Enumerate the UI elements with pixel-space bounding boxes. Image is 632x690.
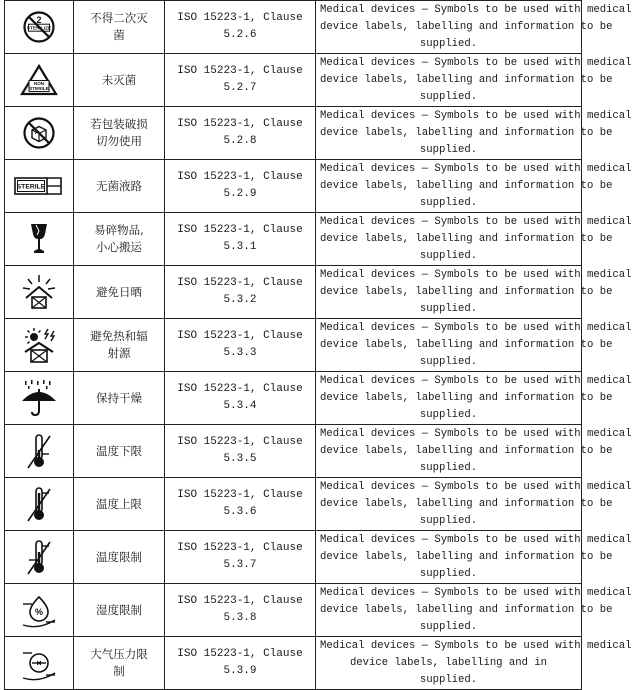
standard-title-line: Medical devices — Symbols to be used with medical — [320, 586, 632, 599]
standard-reference — [165, 1, 316, 54]
table-row — [5, 1, 582, 54]
standard-reference-line: ISO 15223-1, Clause — [177, 224, 303, 236]
standard-title-line: device labels, labelling and information to be — [320, 232, 613, 245]
standard-title-line: supplied. — [419, 408, 478, 421]
temperature-limit-icon — [5, 531, 74, 584]
standard-reference-line: ISO 15223-1, Clause — [177, 171, 303, 183]
standard-reference-line: 5.3.7 — [223, 559, 257, 571]
svg-text:STERILIZE: STERILIZE — [26, 26, 52, 32]
symbol-name-line: 温度限制 — [96, 549, 142, 564]
symbol-name-line: 温度上限 — [96, 496, 142, 511]
do-not-use-if-package-damaged-icon — [5, 107, 74, 160]
humidity-limitation-icon — [5, 584, 74, 637]
symbol-name — [74, 213, 165, 266]
table-row — [5, 584, 582, 637]
symbol-name — [74, 584, 165, 637]
standard-title-line: device labels, labelling and information to be — [320, 179, 613, 192]
standard-reference-line: ISO 15223-1, Clause — [177, 65, 303, 77]
symbol-name-line: 切勿使用 — [96, 134, 142, 148]
standard-title-line: supplied. — [419, 196, 478, 209]
standard-title-line: supplied. — [419, 355, 478, 368]
standard-title — [316, 531, 632, 584]
table-row — [5, 478, 582, 531]
standard-title-line: supplied. — [419, 302, 478, 315]
symbol-name-line: 制 — [113, 664, 125, 678]
non-sterile-icon — [5, 54, 74, 107]
svg-text:STERILE: STERILE — [16, 183, 46, 191]
standard-title-line: Medical devices — Symbols to be used with medical — [320, 639, 632, 652]
standard-reference-line: 5.3.9 — [223, 665, 257, 677]
standard-reference-line: ISO 15223-1, Clause — [177, 542, 303, 554]
standard-reference-line: 5.3.1 — [223, 241, 257, 253]
standard-reference-line: 5.3.8 — [223, 612, 257, 624]
sterile-fluid-path-icon — [5, 160, 74, 213]
standard-reference-line: 5.3.3 — [223, 347, 257, 359]
atmospheric-pressure-limitation-icon — [5, 637, 74, 690]
standard-reference — [165, 266, 316, 319]
keep-dry-icon — [5, 372, 74, 425]
standard-reference-line: ISO 15223-1, Clause — [177, 12, 303, 24]
symbol-name — [74, 637, 165, 690]
symbol-name-line: 避免热和辐 — [90, 329, 148, 343]
standard-title-line: supplied. — [419, 673, 478, 686]
standard-title-line: device labels, labelling and in — [349, 656, 548, 669]
upper-temperature-limit-icon — [5, 478, 74, 531]
standard-reference-line: 5.2.6 — [223, 29, 257, 41]
symbol-name-line: 小心搬运 — [96, 240, 142, 254]
standard-title-line: device labels, labelling and information to be — [320, 391, 613, 404]
standard-title — [316, 319, 632, 372]
standard-title-line: device labels, labelling and information to be — [320, 550, 613, 563]
symbol-name — [74, 266, 165, 319]
standard-title-line: device labels, labelling and information to be — [320, 20, 613, 33]
standard-reference — [165, 372, 316, 425]
standard-title-line: device labels, labelling and information to be — [320, 497, 613, 510]
symbol-name-line: 易碎物品, — [94, 223, 144, 237]
standard-title-line: Medical devices — Symbols to be used with medical — [320, 533, 632, 546]
standard-reference-line: ISO 15223-1, Clause — [177, 118, 303, 130]
standard-reference — [165, 54, 316, 107]
standard-title-line: device labels, labelling and information to be — [320, 126, 613, 139]
standard-reference-line: 5.2.9 — [223, 188, 257, 200]
standard-title-line: device labels, labelling and information to be — [320, 338, 613, 351]
standard-title — [316, 372, 632, 425]
standard-reference-line: ISO 15223-1, Clause — [177, 330, 303, 342]
standard-reference-line: ISO 15223-1, Clause — [177, 436, 303, 448]
table-row — [5, 531, 582, 584]
symbols-table-body — [5, 1, 632, 690]
table-row — [5, 425, 582, 478]
svg-text:NON: NON — [33, 81, 45, 87]
standard-title-line: Medical devices — Symbols to be used with medical — [320, 3, 632, 16]
standard-title-line: supplied. — [419, 461, 478, 474]
standard-title-line: supplied. — [419, 143, 478, 156]
standard-title-line: Medical devices — Symbols to be used with medical — [320, 162, 632, 175]
keep-away-from-sunlight-icon — [5, 266, 74, 319]
standard-reference-line: 5.3.4 — [223, 400, 257, 412]
symbol-name — [74, 425, 165, 478]
standard-title-line: Medical devices — Symbols to be used with medical — [320, 480, 632, 493]
standard-title-line: supplied. — [419, 37, 478, 50]
standard-reference — [165, 425, 316, 478]
symbol-name — [74, 319, 165, 372]
lower-temperature-limit-icon — [5, 425, 74, 478]
standard-reference — [165, 584, 316, 637]
table-row — [5, 372, 582, 425]
symbol-name-line: 未灭菌 — [101, 72, 137, 87]
symbol-name-line: 大气压力限 — [90, 647, 148, 661]
symbol-name — [74, 54, 165, 107]
standard-reference — [165, 319, 316, 372]
standard-title — [316, 160, 632, 213]
standard-reference — [165, 107, 316, 160]
standard-reference — [165, 478, 316, 531]
standard-title-line: Medical devices — Symbols to be used with medical — [320, 268, 632, 281]
table-row — [5, 160, 582, 213]
svg-text:2: 2 — [36, 15, 42, 25]
standard-reference — [165, 160, 316, 213]
symbol-name-line: 菌 — [113, 28, 125, 42]
standard-title-line: Medical devices — Symbols to be used with medical — [320, 427, 632, 440]
standard-title — [316, 478, 632, 531]
standard-reference-line: ISO 15223-1, Clause — [177, 489, 303, 501]
standard-title-line: device labels, labelling and information to be — [320, 285, 613, 298]
do-not-resterilize-icon — [5, 1, 74, 54]
standard-reference-line: 5.3.5 — [223, 453, 257, 465]
svg-text:STERILE: STERILE — [29, 86, 49, 92]
table-row — [5, 637, 582, 690]
standard-title-line: Medical devices — Symbols to be used with medical — [320, 56, 632, 69]
symbols-table — [4, 0, 632, 690]
standard-title-line: device labels, labelling and information to be — [320, 444, 613, 457]
symbol-name-line: 无菌液路 — [96, 178, 142, 193]
symbol-name-line: 保持干燥 — [96, 390, 142, 405]
standard-title — [316, 637, 632, 690]
standard-title-line: Medical devices — Symbols to be used with medical — [320, 374, 632, 387]
symbol-name — [74, 1, 165, 54]
standard-title-line: Medical devices — Symbols to be used with medical — [320, 215, 632, 228]
symbol-name-line: 若包装破损 — [90, 117, 148, 131]
standard-reference-line: 5.3.6 — [223, 506, 257, 518]
symbol-name-line: 不得二次灭 — [90, 11, 148, 25]
standard-title-line: supplied. — [419, 567, 478, 580]
symbol-name-line: 避免日晒 — [96, 284, 142, 299]
standard-title — [316, 54, 632, 107]
symbol-name — [74, 160, 165, 213]
table-row — [5, 213, 582, 266]
standard-title-line: device labels, labelling and information to be — [320, 603, 613, 616]
symbol-name-line: 湿度限制 — [96, 602, 142, 617]
svg-text:%: % — [34, 607, 44, 617]
standard-title — [316, 266, 632, 319]
standard-title-line: Medical devices — Symbols to be used with medical — [320, 109, 632, 122]
standard-title-line: Medical devices — Symbols to be used with medical — [320, 321, 632, 334]
table-row — [5, 107, 582, 160]
standard-title — [316, 107, 632, 160]
standard-reference-line: ISO 15223-1, Clause — [177, 383, 303, 395]
standard-title — [316, 584, 632, 637]
standard-title-line: supplied. — [419, 249, 478, 262]
symbol-name — [74, 372, 165, 425]
standard-title — [316, 1, 632, 54]
table-row — [5, 319, 582, 372]
standard-reference-line: ISO 15223-1, Clause — [177, 648, 303, 660]
symbol-name — [74, 478, 165, 531]
standard-reference — [165, 637, 316, 690]
standard-title-line: supplied. — [419, 514, 478, 527]
standard-reference-line: 5.2.7 — [223, 82, 257, 94]
standard-reference — [165, 531, 316, 584]
standard-title-line: device labels, labelling and information to be — [320, 73, 613, 86]
table-row — [5, 266, 582, 319]
symbol-name-line: 温度下限 — [96, 443, 142, 458]
standard-title — [316, 425, 632, 478]
standard-reference-line: 5.2.8 — [223, 135, 257, 147]
standard-title-line: supplied. — [419, 90, 478, 103]
table-row — [5, 54, 582, 107]
standard-title-line: supplied. — [419, 620, 478, 633]
standard-reference-line: 5.3.2 — [223, 294, 257, 306]
standard-reference — [165, 213, 316, 266]
standard-reference-line: ISO 15223-1, Clause — [177, 595, 303, 607]
symbol-name — [74, 107, 165, 160]
standard-title — [316, 213, 632, 266]
symbol-name — [74, 531, 165, 584]
protect-from-heat-radiation-icon — [5, 319, 74, 372]
symbol-name-line: 射源 — [107, 346, 131, 360]
standard-reference-line: ISO 15223-1, Clause — [177, 277, 303, 289]
fragile-icon — [5, 213, 74, 266]
